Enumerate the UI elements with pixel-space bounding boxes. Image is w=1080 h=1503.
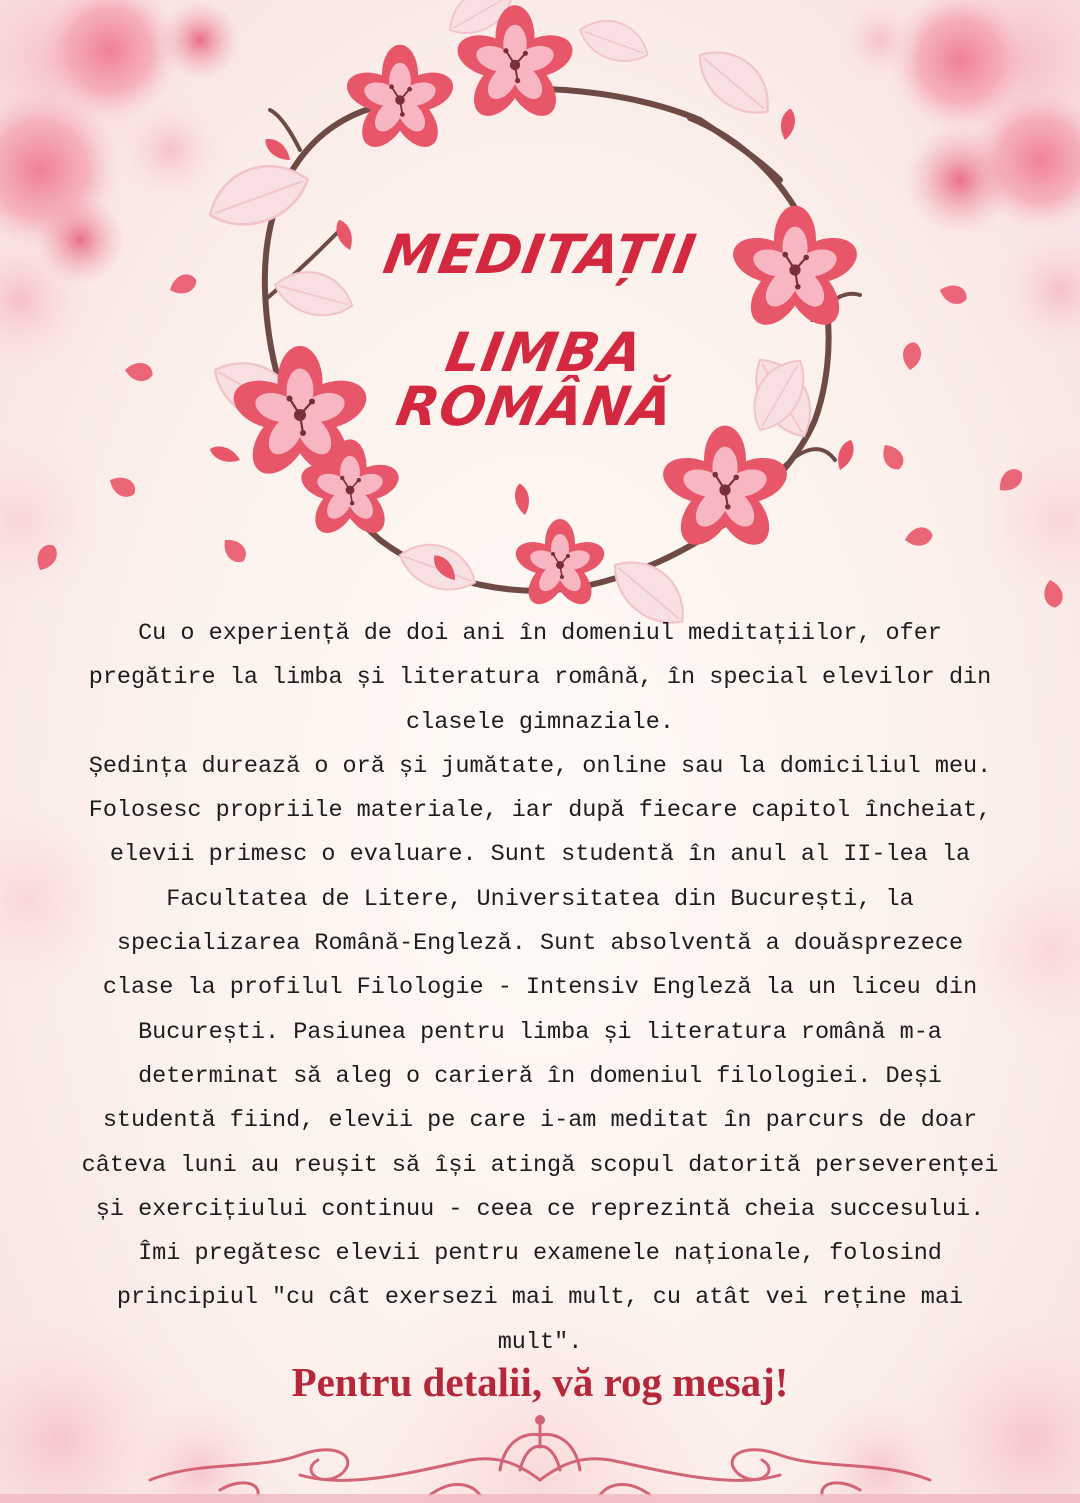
- title-line-1: MEDITAȚII: [379, 223, 702, 286]
- intro-paragraph: Cu o experiență de doi ani în domeniul meditațiilor, ofer pregătire la limba și literatura română, în special elevilor din clasele gimnaziale.: [88, 620, 992, 736]
- top-left-flowers: [0, 0, 240, 370]
- call-to-action: Pentru detalii, vă rog mesaj!: [291, 1359, 789, 1405]
- title-line-2: LIMBA ROMÂNĂ: [391, 321, 679, 438]
- description-text: [78, 612, 1002, 1365]
- details-paragraph: Ședința durează o oră și jumătate, online sau la domiciliul meu. Folosesc propriile materiale, iar după fiecare capitol încheiat, elevii primesc o evaluare. Sunt studentă în anul al II-lea la Facultatea de Litere, Universitatea din București, la specializarea Română-Engleză. Sunt absolventă a douăsprezece clase la profilul Filologie - Intensiv Engleză la un liceu din București. Pasiunea pentru limba și literatura română m-a determinat să aleg o carieră în domeniul filologiei. Deși studentă fiind, elevii pe care i-am meditat în parcurs de doar câteva luni au reușit să își atingă scopul datorită perseverenței și exercițiului continuu - ceea ce reprezintă cheia succesului. Îmi pregătesc elevii pentru examenele naționale, folosind principiul "cu cât exersezi mai mult, cu atât vei reține mai mult".: [81, 752, 999, 1356]
